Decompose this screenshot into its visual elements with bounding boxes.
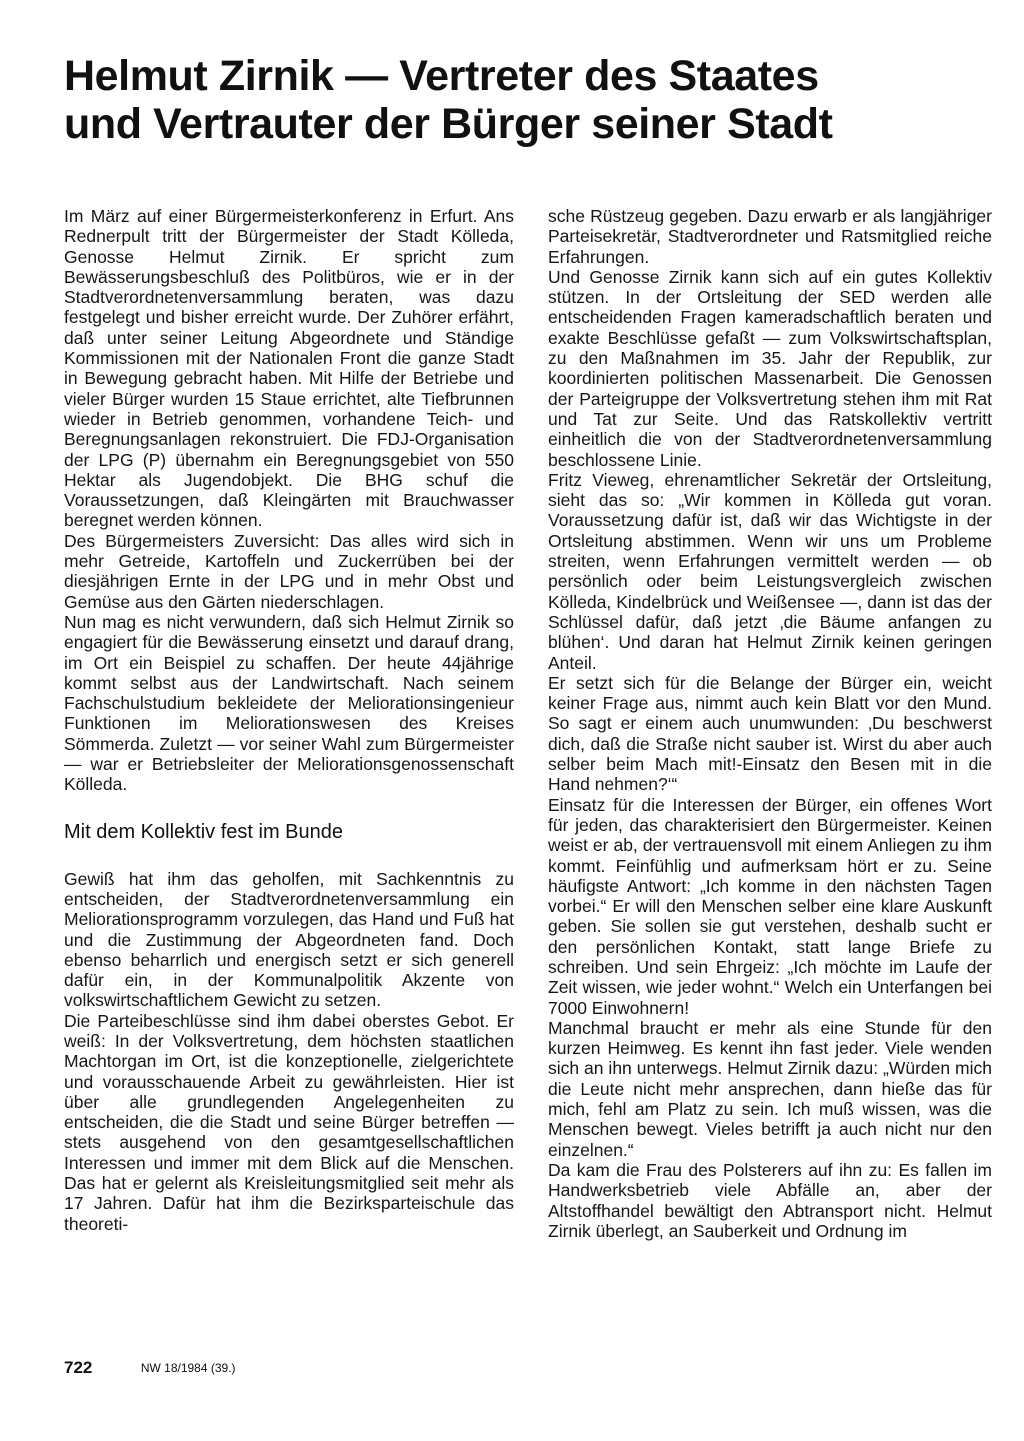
paragraph: Gewiß hat ihm das geholfen, mit Sachkenntnis zu entscheiden, der Stadtverordnetenversammlung ein Meliorationsprogramm vorzulegen, das Hand und Fuß hat und die Zustimmung der Abgeordneten fand. Doch ebenso beharrlich und energisch setzt er sich generell dafür ein, in der Kommunalpolitik Akzente von volkswirtschaftlichem Gewicht zu setzen. — [64, 868, 514, 1011]
paragraph: Da kam die Frau des Polsterers auf ihn zu: Es fallen im Handwerksbetrieb viele Abfälle an, aber der Altstoffhandel bewältigt den Abtransport nicht. Helmut Zirnik überlegt, an Sauberkeit und Ordnung im — [548, 1159, 992, 1241]
paragraph: sche Rüstzeug gegeben. Dazu erwarb er als langjähriger Parteisekretär, Stadtverordneter und Ratsmitglied reiche Erfahrungen. — [548, 206, 992, 267]
issue-reference: NW 18/1984 (39.) — [140, 1361, 236, 1375]
page-footer — [64, 1358, 236, 1378]
paragraph: Er setzt sich für die Belange der Bürger ein, weicht keiner Frage aus, nimmt auch kein Blatt vor den Mund. So sagt er einem auch unumwunden: ‚Du beschwerst dich, daß die Straße nicht sauber ist. Wirst du aber auch selber beim Mach mit!-Einsatz den Besen mit in die Hand nehmen?‘“ — [548, 672, 992, 795]
paragraph: Manchmal braucht er mehr als eine Stunde für den kurzen Heimweg. Es kennt ihn fast jeder. Viele wenden sich an ihn unterwegs. Helmut Zirnik dazu: „Würden mich die Leute nicht mehr ansprechen, dann hieße das für mich, fehl am Platz zu sein. Ich muß wissen, was die Menschen bewegt. Vieles betrifft ja auch nicht nur den einzelnen.“ — [548, 1017, 992, 1160]
title-line-2: und Vertrauter der Bürger seiner Stadt — [64, 100, 833, 148]
paragraph: Im März auf einer Bürgermeisterkonferenz in Erfurt. Ans Rednerpult tritt der Bürgermeister der Stadt Kölleda, Genosse Helmut Zirnik. Er spricht zum Bewässerungsbeschluß des Politbüros, wie er in der Stadtverordnetenversammlung beraten, was dazu festgelegt und bisher erreicht wurde. Der Zuhörer erfährt, daß unter seiner Leitung Abgeordnete und Ständige Kommissionen mit der Nationalen Front die ganze Stadt in Bewegung gebracht haben. Mit Hilfe der Betriebe und vieler Bürger wurden 15 Staue errichtet, alte Tiefbrunnen wieder in Betrieb genommen, vorhandene Teich- und Beregnungsanlagen rekonstruiert. Die FDJ-Organisation der LPG (P) übernahm ein Beregnungsgebiet von 550 Hektar als Jugendobjekt. Die BHG schuf die Voraussetzungen, daß Kleingärten mit Brauchwasser beregnet werden können. — [64, 206, 514, 531]
paragraph: Des Bürgermeisters Zuversicht: Das alles wird sich in mehr Getreide, Kartoffeln und Zuckerrüben bei der diesjährigen Ernte in der LPG und in mehr Obst und Gemüse aus den Gärten niederschlagen. — [64, 530, 514, 612]
left-column — [64, 206, 514, 1234]
section-subheading: Mit dem Kollektiv fest im Bunde — [64, 820, 343, 843]
paragraph: Die Parteibeschlüsse sind ihm dabei oberstes Gebot. Er weiß: In der Volksvertretung, dem höchsten staatlichen Machtorgan im Ort, ist die konzeptionelle, zielgerichtete und vorausschauende Arbeit zu gewährleisten. Hier ist über alle grundlegenden Angelegenheiten zu entscheiden, die die Stadt und seine Bürger betreffen — stets ausgehend von den gesamtgesellschaftlichen Interessen und immer mit dem Blick auf die Menschen. Das hat er gelernt als Kreisleitungsmitglied seit mehr als 17 Jahren. Dafür hat ihm die Bezirksparteischule das theoreti- — [64, 1010, 514, 1234]
article-title — [64, 52, 964, 148]
page-number: 722 — [64, 1358, 93, 1377]
paragraph: Nun mag es nicht verwundern, daß sich Helmut Zirnik so engagiert für die Bewässerung einsetzt und darauf drang, im Ort ein Beispiel zu schaffen. Der heute 44jährige kommt selbst aus der Landwirtschaft. Nach seinem Fachschulstudium bekleidete der Meliorationsingenieur Funktionen im Meliorationswesen des Kreises Sömmerda. Zuletzt — vor seiner Wahl zum Bürgermeister — war er Betriebsleiter der Meliorationsgenossenschaft Kölleda. — [64, 611, 514, 795]
right-column — [548, 206, 992, 1241]
title-line-1: Helmut Zirnik — Vertreter des Staates — [64, 52, 819, 100]
paragraph: Einsatz für die Interessen der Bürger, ein offenes Wort für jeden, das charakterisiert den Bürgermeister. Keinen weist er ab, der vertrauensvoll mit einem Anliegen zu ihm kommt. Feinfühlig und aufmerksam hört er zu. Seine häufigste Antwort: „Ich komme in den nächsten Tagen vorbei.“ Er will den Menschen selber eine klare Auskunft geben. Sie sollen sie gut verstehen, deshalb sucht er den persönlichen Kontakt, statt lange Briefe zu schreiben. Und sein Ehrgeiz: „Ich möchte im Laufe der Zeit wissen, wie jeder wohnt.“ Welch ein Unterfangen bei 7000 Einwohnern! — [548, 794, 992, 1018]
paragraph: Fritz Vieweg, ehrenamtlicher Sekretär der Ortsleitung, sieht das so: „Wir kommen in Kölleda gut voran. Voraussetzung dafür ist, daß wir das Wichtigste in der Ortsleitung abstimmen. Wenn wir uns um Probleme streiten, wenn Erfahrungen vermittelt werden — ob persönlich oder beim Leistungsvergleich zwischen Kölleda, Kindelbrück und Weißensee —, dann ist das der Schlüssel dafür, daß jetzt ‚die Bäume anfangen zu blühen‘. Und daran hat Helmut Zirnik keinen geringen Anteil. — [548, 469, 992, 673]
paragraph: Und Genosse Zirnik kann sich auf ein gutes Kollektiv stützen. In der Ortsleitung der SED werden alle entscheidenden Fragen kameradschaftlich beraten und exakte Beschlüsse gefaßt — zum Volkswirtschaftsplan, zu den Maßnahmen im 35. Jahr der Republik, zur koordinierten politischen Massenarbeit. Die Genossen der Parteigruppe der Volksvertretung stehen ihm mit Rat und Tat zur Seite. Und das Ratskollektiv vertritt einheitlich die von der Stadtverordnetenversammlung beschlossene Linie. — [548, 266, 992, 470]
